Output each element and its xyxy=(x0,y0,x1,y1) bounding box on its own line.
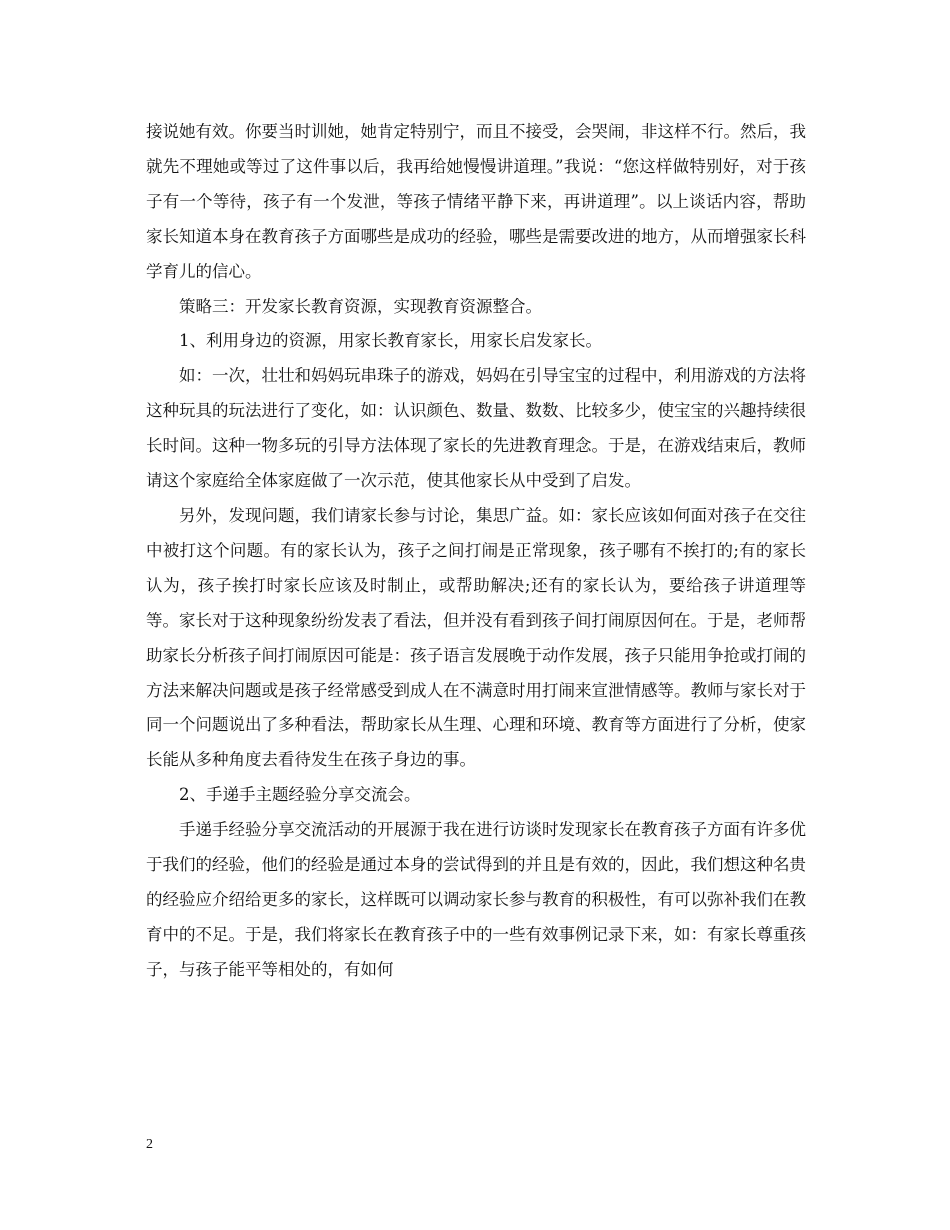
paragraph-4: 如：一次，壮壮和妈妈玩串珠子的游戏，妈妈在引导宝宝的过程中，利用游戏的方法将这种玩具的玩法进行了变化，如：认识颜色、数量、数数、比较多少，使宝宝的兴趣持续很长时间。这种一物多玩的引导方法体现了家长的先进教育理念。于是，在游戏结束后，教师请这个家庭给全体家庭做了一次示范，使其他家长从中受到了启发。 xyxy=(146,366,806,491)
paragraph-5: 另外，发现问题，我们请家长参与讨论，集思广益。如：家长应该如何面对孩子在交往中被打这个问题。有的家长认为，孩子之间打闹是正常现象，孩子哪有不挨打的;有的家长认为，孩子挨打时家长应该及时制止，或帮助解决;还有的家长认为，要给孩子讲道理等等。家长对于这种现象纷纷发表了看法，但并没有看到孩子间打闹原因何在。于是，老师帮助家长分析孩子间打闹原因可能是：孩子语言发展晚于动作发展，孩子只能用争抢或打闹的方法来解决问题或是孩子经常感受到成人在不满意时用打闹来宣泄情感等。教师与家长对于同一个问题说出了多种看法，帮助家长从生理、心理和环境、教育等方面进行了分析，使家长能从多种角度去看待发生在孩子身边的事。 xyxy=(146,505,806,770)
paragraph-2: 策略三：开发家长教育资源，实现教育资源整合。 xyxy=(179,296,542,316)
paragraph-1: 接说她有效。你要当时训她，她肯定特别宁，而且不接受，会哭闹，非这样不行。然后，我就先不理她或等过了这件事以后，我再给她慢慢讲道理。”我说：“您这样做特别好，对于孩子有一个等待，孩子有一个发泄，等孩子情绪平静下来，再讲道理”。以上谈话内容，帮助家长知道本身在教育孩子方面哪些是成功的经验，哪些是需要改进的地方，从而增强家长科学育儿的信心。 xyxy=(146,122,806,281)
paragraph-6: 2、手递手主题经验分享交流会。 xyxy=(179,785,421,805)
paragraph-7: 手递手经验分享交流活动的开展源于我在进行访谈时发现家长在教育孩子方面有许多优于我们的经验，他们的经验是通过本身的尝试得到的并且是有效的，因此，我们想这种名贵的经验应介绍给更多的家长，这样既可以调动家长参与教育的积极性，有可以弥补我们在教育中的不足。于是，我们将家长在教育孩子中的一些有效事例记录下来，如：有家长尊重孩子，与孩子能平等相处的，有如何 xyxy=(146,820,806,979)
paragraph-3: 1、利用身边的资源，用家长教育家长，用家长启发家长。 xyxy=(179,331,602,351)
body-text xyxy=(146,115,806,988)
page-number: 2 xyxy=(146,1137,153,1152)
